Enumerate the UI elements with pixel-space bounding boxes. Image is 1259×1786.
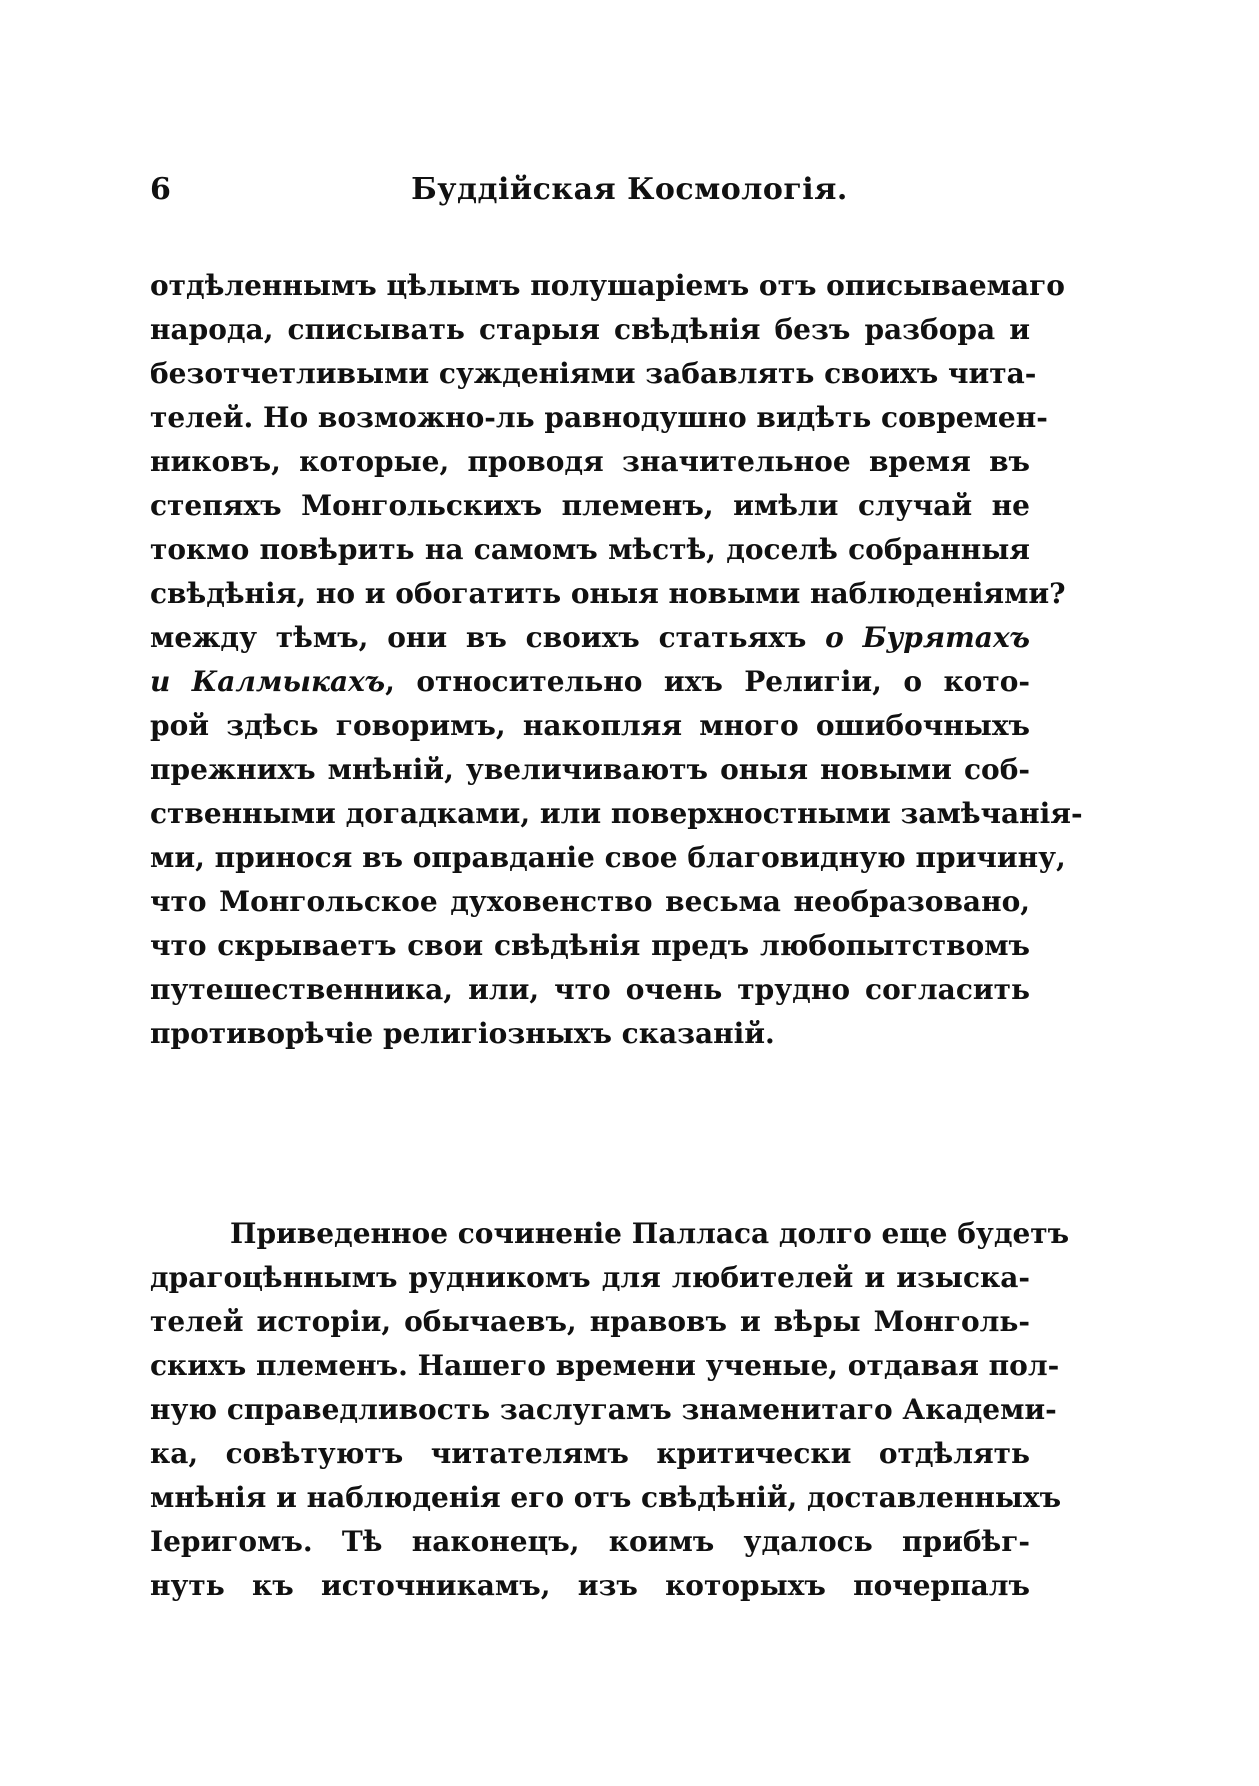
text-fragment: между тѣмъ, они въ своихъ статьяхъ (150, 621, 807, 654)
text-line: степяхъ Монгольскихъ племенъ, имѣли случай не (150, 489, 1030, 522)
paragraph-2 (150, 1212, 1070, 1608)
italic-title-buryats: о Бурятахъ (825, 621, 1030, 654)
text-line: противорѣчіе религіозныхъ сказаній. (150, 1017, 775, 1050)
text-line: мнѣнія и наблюденія его отъ свѣдѣній, доставленныхъ (150, 1481, 1062, 1514)
text-line: телей исторіи, обычаевъ, нравовъ и вѣры Монголь- (150, 1305, 1030, 1338)
text-line: что Монгольское духовенство весьма необразовано, (150, 885, 1030, 918)
text-line: отдѣленнымъ цѣлымъ полушаріемъ отъ описываемаго (150, 269, 1065, 302)
text-line: ную справедливость заслугамъ знаменитаго Академи- (150, 1393, 1057, 1426)
text-line: безотчетливыми сужденіями забавлять своихъ чита- (150, 357, 1037, 390)
text-line: свѣдѣнія, но и обогатить оныя новыми наблюденіями? (150, 577, 1066, 610)
text-line: телей. Но возможно-ль равнодушно видѣть современ- (150, 401, 1048, 434)
text-line: нуть къ источникамъ, изъ которыхъ почерпалъ (150, 1569, 1030, 1602)
text-line: ственными догадками, или поверхностными замѣчанія- (150, 797, 1083, 830)
text-line: Іеригомъ. Тѣ наконецъ, коимъ удалось прибѣг- (150, 1525, 1030, 1558)
text-line: драгоцѣннымъ рудникомъ для любителей и изыска- (150, 1261, 1030, 1294)
text-line: что скрываетъ свои свѣдѣнія предъ любопытствомъ (150, 929, 1030, 962)
text-line (150, 660, 1030, 704)
text-line: путешественника, или, что очень трудно согласить (150, 973, 1030, 1006)
text-line: ми, принося въ оправданіе свое благовидную причину, (150, 841, 1066, 874)
italic-title-kalmyks: и Калмыкахъ (150, 665, 386, 698)
text-line: рой здѣсь говоримъ, накопляя много ошибочныхъ (150, 709, 1030, 742)
text-line: Приведенное сочиненіе Палласа долго еще будетъ (230, 1217, 1070, 1250)
text-line: народа, списывать старыя свѣдѣнія безъ разбора и (150, 313, 1030, 346)
text-line: никовъ, которые, проводя значительное время въ (150, 445, 1030, 478)
text-line: прежнихъ мнѣній, увеличиваютъ оныя новыми соб- (150, 753, 1030, 786)
running-title: Буддійская Космологія. (411, 172, 848, 207)
paragraph-1 (150, 264, 1083, 1056)
text-line (150, 616, 1030, 660)
text-line: ка, совѣтуютъ читателямъ критически отдѣлять (150, 1437, 1030, 1470)
page-number: 6 (150, 172, 171, 207)
text-line: токмо повѣрить на самомъ мѣстѣ, доселѣ собранныя (150, 533, 1030, 566)
text-line: скихъ племенъ. Нашего времени ученые, отдавая пол- (150, 1349, 1060, 1382)
text-fragment: , относительно ихъ Религіи, о кото- (385, 665, 1030, 698)
